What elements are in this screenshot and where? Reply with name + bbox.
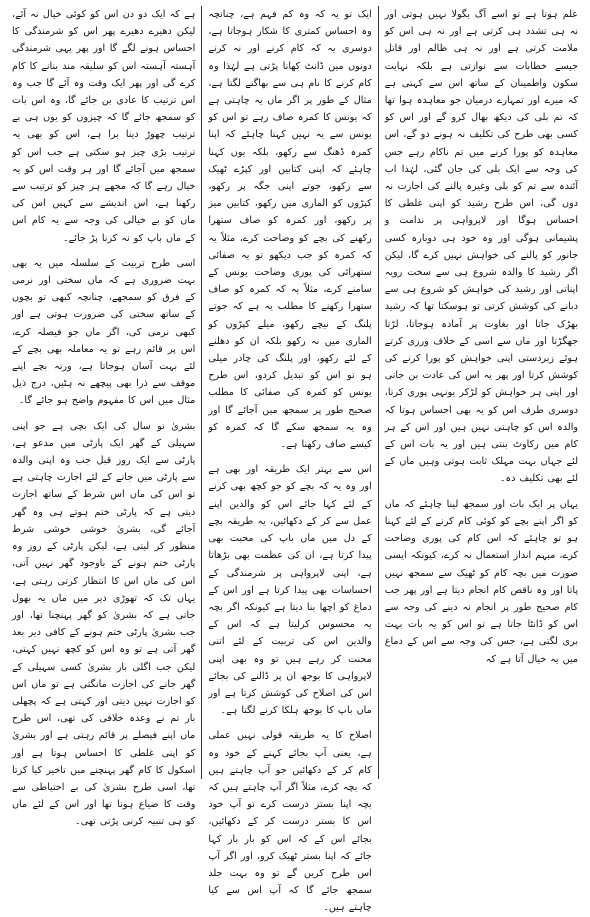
paragraph: ایک تو یہ کہ وہ کم فہم ہے، چنانچہ وہ احساس کمتری کا شکار ہوجاتا ہے، دوسری یہ کہ کام کرنے اور نہ کرنے دونوں میں ڈانٹ کھانا پڑتی ہے لہٰذا وہ کام کرنے کا نام ہی سے بھاگنے لگتا ہے، مثال کے طور پر اگر ماں یہ چاہتی ہے کہ یونس کا کمرہ صاف رہے تو اس کو یونس سے یہ نہیں کہنا چاہئے کہ اپنا کمرہ ڈھنگ سے رکھو، بلکہ یوں کہنا چاہئے کہ اپنی کتابیں اور کپڑے ٹھیک سے رکھو، جوتے اپنی جگہ پر رکھو، کپڑوں کو الماری میں رکھو، کتابیں میز پر رکھو، اور کمرہ کو صاف ستھرا رکھنے کی بچے کو وضاحت کرے، مثلاً یہ کہ کمرہ کو جب دیکھو تو یہ صفائی ستھرائی کی پوری وضاحت یونس کے سامنے کرے، مثلاً یہ کہ کمرہ کو صاف ستھرا رکھنے کا مطلب یہ ہے کہ جوتے پلنگ کے نیچے رکھو، میلے کپڑوں کو الماری میں نہ رکھو بلکہ ان کو دھلنے کے لئے رکھو، اور پلنگ کی چادر میلی ہو تو اس کو تبدیل کردو، اس طرح یونس کو کمرہ کی صفائی کا مطلب صحیح طور پر سمجھ میں آجائے گا اور وہ یہ سمجھ سکے گا کہ کمرہ کو کیسے صاف رکھنا ہے۔ xyxy=(208,9,372,451)
paragraph: اسی طرح تربیت کے سلسلہ میں یہ بھی بہت ضروری ہے کہ ماں سختی اور نرمی کے فرق کو سمجھے، چنانچہ کبھی تو بچوں کے ساتھ سختی کی ضرورت ہوتی ہے اور کبھی نرمی کی، اگر ماں جو فیصلہ کرے، اس پر قائم رہے تو یہ معاملہ بھی بچے کے لئے بہت آسان ہوجاتا ہے، ورنہ بچے اپنے موقف سے ذرا بھی پیچھے نہ ہٹیں، درج ذیل مثال میں اس کا مفہوم واضح ہو جائے گا۔ xyxy=(12,257,196,407)
column-right xyxy=(379,6,584,779)
paragraph: اصلاح کا یہ طریقہ قولی نہیں عملی ہے، یعنی آپ بجائے کہنے کے خود وہ کام کر کے دکھائیں جو آپ چاہتے ہیں کہ بچہ کرے، مثلاً اگر آپ چاہتے ہیں کہ بچہ اپنا بستر درست کرے تو آپ خود اس کا بستر درست کر کے دکھائیں، بجائے اس کے کہ اس کو بار بار کہا جائے کہ اپنا بستر ٹھیک کرو، اور اگر آپ اس طرح کریں گے تو وہ بہت جلد سمجھ جائے گا کہ آپ اس سے کیا چاہتے ہیں۔ xyxy=(208,730,372,914)
paragraph: اس سے بہتر ایک طریقہ اور بھی ہے اور وہ یہ کہ بچے کو جو کچھ بھی کرنے کے لئے کہا جائے اس کو والدین اپنے عمل سے کر کے دکھائیں، یہ طریقہ بچے کے دل میں ماں باپ کی محبت بھی پیدا کرتا ہے، ان کی عظمت بھی بڑھاتا ہے، اپنی لاپرواہی پر شرمندگی کے احساسات بھی پیدا کرتا ہے اور اس کے دماغ کو اچھا بنا دیتا ہے کیونکہ اگر بچہ یہ محسوس کرلیتا ہے کہ اس کے والدین اس کی تربیت کے لئے اتنی محنت کر رہے ہیں تو وہ بھی اپنی لاپرواہی کا بوجھ ان پر ڈالنے کی بجائے اس کی اصلاح کی کوشش کرتا ہے اور ماں باپ کا بوجھ ہلکا کرنے لگتا ہے۔ xyxy=(208,464,372,717)
paragraph: بشریٰ نو سال کی ایک بچی ہے جو اپنی سہیلی کے گھر ایک پارٹی میں مدعو ہے، پارٹی سے ایک روز قبل جب وہ اپنی والدہ سے پارٹی میں جانے کے لئے اجازت چاہتی ہے تو اس کی ماں اس شرط کے ساتھ اجازت دیتی ہے کہ پارٹی ختم ہوتے ہی وہ گھر آجائے گی، بشریٰ خوشی خوشی شرط منظور کر لیتی ہے، لیکن پارٹی کے روز وہ پارٹی ختم ہونے کے باوجود گھر نہیں آتی، اس کی ماں اس کا انتظار کرتی رہتی ہے، یہاں تک کہ تھوڑی دیر میں ماں یہ بھول جاتی ہے کہ بشریٰ کو گھر پہنچنا تھا، اور جب بشریٰ پارٹی ختم ہونے کے کافی دیر بعد گھر آتی ہے تو وہ اس کو کچھ نہیں کہتی، لیکن جب اگلی بار بشریٰ کسی سہیلی کے گھر جانے کی اجازت مانگتی ہے تو ماں اس کو اجازت نہیں دیتی اور کہتی ہے کہ پچھلی بار تم نے وعدہ خلافی کی تھی، اس طرح ماں اپنے فیصلے پر قائم رہتی ہے اور بشریٰ کو اپنی غلطی کا احساس ہوتا ہے اور اسکول کا کام گھر پہنچنے میں تاخیر کیا کرتا تھا، اسی طرح بشریٰ کی بے احتیاطی سے وقت کا ضیاع ہوتا تھا اور اس کے لئے ماں کو ہی تنبیہ کرنی پڑتی تھی۔ xyxy=(12,420,196,828)
column-middle xyxy=(202,6,377,914)
column-left xyxy=(6,6,201,828)
paragraph: یہاں پر ایک بات اور سمجھ لینا چاہئے کہ ماں کو اگر اپنے بچے کو کوئی کام کرنے کے لئے کہنا ہو تو چاہئے کہ اس کام کی پوری وضاحت کرے، مبہم انداز استعمال نہ کرے، کیونکہ ایسی صورت میں بچہ کام کو ٹھیک سے سمجھ نہیں پاتا اور وہ ناقص کام انجام دیتا ہے اور پھر جب کام صحیح طور پر انجام نہ دینے کی وجہ سے اس کو ڈانٹا جاتا ہے تو اس کو یہ بات بہت بری لگتی ہے، جس کی وجہ سے اس کے دماغ میں یہ خیال آتا ہے کہ xyxy=(384,498,578,665)
paragraph: ہے کہ ایک دو دن اس کو کوئی خیال نہ آئے، لیکن دھیرے دھیرے پھر اس کو شرمندگی کا احساس ہونے لگے گا اور پھر یہی شرمندگی آہستہ آہستہ اس کو سلیقہ مند بنانے کا کام کرے گی اور پھر ایک وقت وہ آئے گا جب وہ اس ترتیب کا عادی بن جائے گا، وہ اس بات کو سمجھ جائے گا کہ چیزوں کو یوں ہی بے ترتیب چھوڑ دینا برا ہے، اس کو بھی یہ ترتیب بڑی چیز ہو سکتی ہے جب اس کو سمجھ میں آجائے گا اور ہر وقت اس کو یہ خیال رہے گا کہ مجھے ہر چیز کو ترتیب سے رکھنا ہے، اس اندیشے سے کہیں اس کی ماں کو بے خیالی کی وجہ سے یہ کام اس کے ماں باپ کو نہ کرنا پڑ جائے۔ xyxy=(12,9,196,244)
paragraph: علم ہوتا ہے تو اسے آگ بگولا نہیں ہوتی اور نہ ہی تشدد ہی کرتی ہے اور نہ ہی اس کو ملامت کرتی ہے اور نہ ہی ظالم اور قاتل جیسے خطابات سے نوازتی ہے بلکہ نہایت سکون واطمینان کے ساتھ اس سے کہتی ہے کہ میرے اور تمہارے درمیان جو معاہدہ ہوا تھا کہ تم بلی کی دیکھ بھال کرو گے اور اس کو کسی بھی طرح کی تکلیف نہ ہونے دو گے، اس معاہدہ کو پورا کرنے میں تم ناکام رہے جس کی وجہ سے ایک بلی کی جان گئی، لہٰذا اب آئندہ سے تم کو بلی وغیرہ پالنے کی اجازت نہ دوں گی، اس طرح رشید کو اپنی غلطی کا احساس ہوگا اور لاپرواہی پر ندامت و پشیمانی ہوگی اور وہ خود ہی دوبارہ کسی جانور کو پالنے کی خواہش نہیں کرے گا، لیکن اگر رشید کا والدہ شروع ہی سے سخت رویہ اپناتی اور رشید کی خواہش کو شروع ہی سے دبانے کی کوشش کرتی تو ہوسکتا تھا کہ رشید بھڑک جاتا اور بغاوت پر آمادہ ہوجاتا، لڑتا جھگڑتا اور ماں سے اسی کے خلاف ورزی کرتے ہوئے زبردستی اپنی خواہش کو پورا کرنے کی کوشش کرتا اور پھر یہ اس کی عادت بن جاتی اور اپنی ہر خواہش کو لڑکر یونہی پوری کرتا، دوسری طرف اس کو یہ بھی احساس ہوتا کہ والدہ اس کو چاہتی نہیں ہیں اور اس کے ہر کام میں رکاوٹ بنتی ہیں اور یہ بات اس کے لئے جہاں بہت مہلک ثابت ہوتی وہیں ماں کے لئے بھی تکلیف دہ۔ xyxy=(384,9,578,485)
